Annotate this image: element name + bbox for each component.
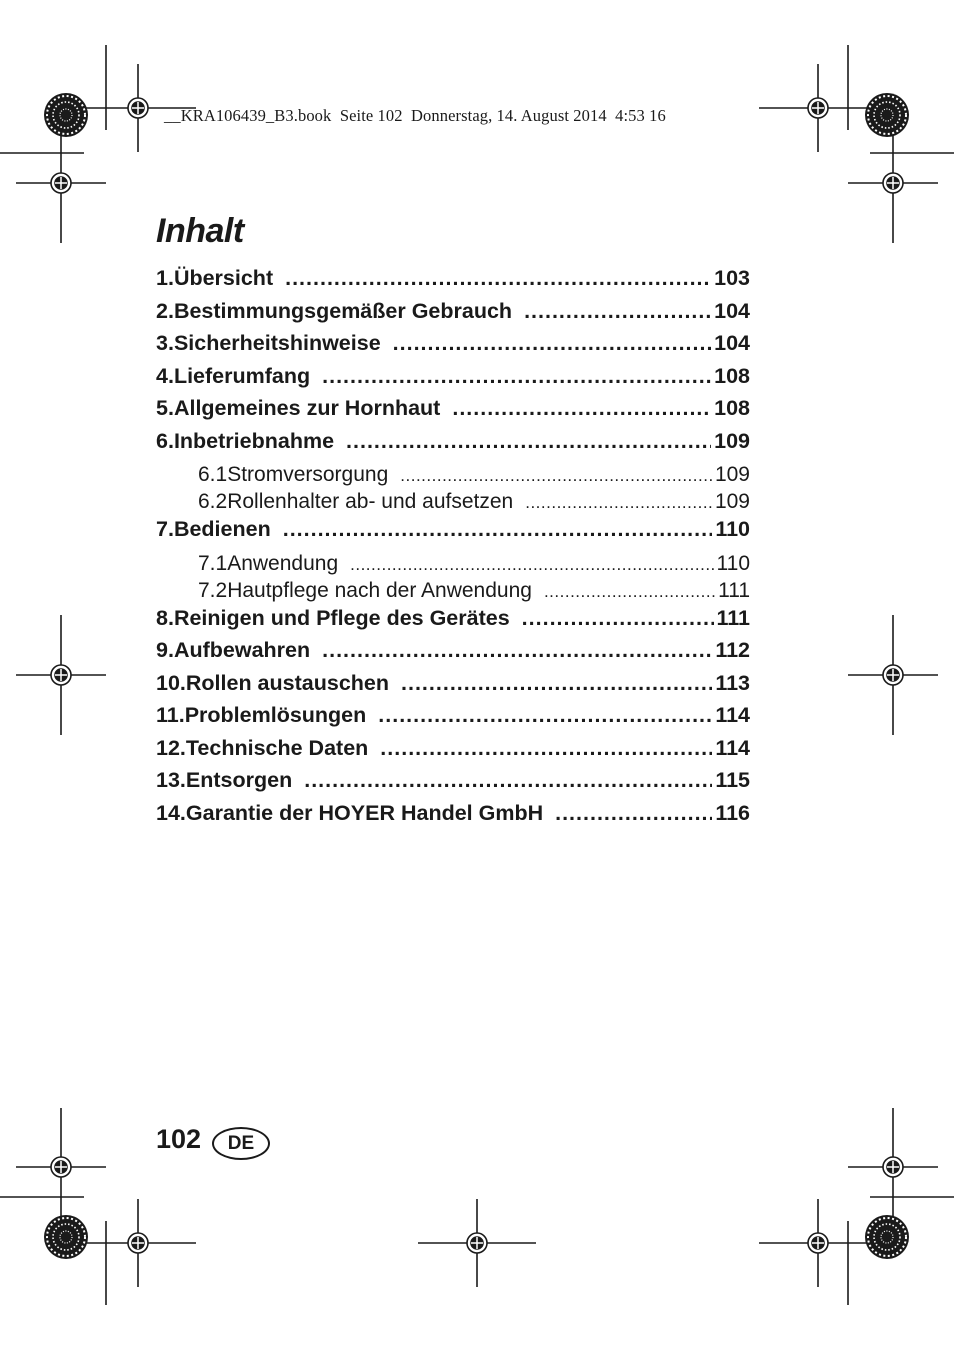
toc-title: Allgemeines zur Hornhaut [173, 396, 441, 420]
toc-title: Aufbewahren [173, 638, 311, 662]
toc-number: 5. [156, 396, 174, 420]
toc-number: 6.1 [198, 463, 228, 486]
toc-number: 1. [156, 266, 174, 290]
toc-number: 3. [156, 331, 174, 355]
toc-leader [401, 671, 712, 696]
toc-number: 4. [156, 363, 174, 388]
toc-title: Stromversorgung [227, 463, 389, 486]
toc-subentry[interactable] [156, 490, 750, 517]
toc-subentry[interactable] [156, 579, 750, 606]
toc-leader [346, 429, 711, 454]
toc-number: 9. [156, 638, 174, 662]
toc-entry[interactable] [156, 266, 750, 299]
toc-leader [378, 703, 712, 728]
toc-entry[interactable] [156, 299, 750, 332]
star-target-icon [865, 1215, 909, 1259]
registration-mark-icon [848, 1108, 938, 1227]
page-number: 102 [156, 1124, 202, 1154]
toc-leader [322, 638, 712, 663]
registration-mark-icon [848, 615, 938, 735]
toc-number: 2. [156, 298, 174, 323]
toc-page: 114 [715, 735, 750, 760]
toc-leader [350, 555, 713, 575]
toc-page: 104 [714, 331, 750, 355]
registration-mark-icon [82, 1199, 196, 1287]
toc-page: 109 [714, 428, 750, 453]
toc-subentry[interactable] [156, 552, 750, 579]
toc-page: 115 [715, 768, 750, 792]
toc-title: Rollenhalter ab- und aufsetzen [227, 490, 514, 513]
toc-entry[interactable] [156, 429, 750, 462]
toc-leader [522, 606, 714, 631]
registration-mark-icon [848, 124, 938, 243]
toc-title: Lieferumfang [173, 363, 311, 388]
toc-page: 109 [714, 463, 750, 486]
toc-page: 114 [715, 703, 750, 727]
toc-title: Bestimmungsgemäßer Gebrauch [173, 298, 513, 323]
toc-leader [452, 396, 711, 421]
toc-page: 111 [718, 578, 750, 602]
print-slug: __KRA106439_B3.book Seite 102 Donnerstag, 14. August 2014 4:53 16 [164, 106, 666, 125]
language-badge: DE [212, 1127, 270, 1160]
toc-number: 10. [156, 670, 186, 695]
toc-number: 7. [156, 517, 174, 541]
toc-leader [393, 331, 711, 356]
toc-leader [283, 517, 713, 542]
registration-mark-icon [16, 124, 106, 243]
toc-page: 112 [715, 638, 750, 662]
toc-title: Entsorgen [185, 768, 293, 792]
registration-mark-icon [759, 1199, 873, 1287]
toc-number: 7.1 [198, 551, 228, 575]
toc-page: 103 [714, 266, 750, 290]
toc-title: Reinigen und Pflege des Gerätes [173, 605, 510, 630]
toc-page: 111 [716, 605, 750, 630]
toc-entry[interactable] [156, 736, 750, 769]
toc-number: 6. [156, 428, 174, 453]
toc-entry[interactable] [156, 671, 750, 704]
toc-title: Problemlösungen [184, 703, 367, 727]
page-title: Inhalt [156, 212, 244, 250]
toc-entry[interactable] [156, 396, 750, 429]
toc-page: 110 [715, 517, 750, 541]
registration-mark-icon [16, 1108, 106, 1227]
toc-leader [524, 299, 711, 324]
toc-page: 104 [714, 298, 750, 323]
toc-leader [525, 493, 712, 513]
registration-mark-icon [418, 1199, 536, 1287]
toc-page: 113 [715, 670, 750, 695]
table-of-contents [156, 266, 750, 833]
toc-leader [380, 736, 712, 761]
toc-number: 7.2 [198, 578, 228, 602]
toc-entry[interactable] [156, 638, 750, 671]
toc-number: 6.2 [198, 490, 228, 513]
star-target-icon [865, 93, 909, 137]
toc-number: 12. [156, 735, 186, 760]
toc-entry[interactable] [156, 801, 750, 834]
toc-entry[interactable] [156, 517, 750, 550]
toc-entry[interactable] [156, 331, 750, 364]
toc-leader [285, 266, 711, 291]
toc-number: 8. [156, 605, 174, 630]
toc-entry[interactable] [156, 768, 750, 801]
toc-number: 11. [156, 703, 185, 727]
toc-title: Sicherheitshinweise [173, 331, 381, 355]
toc-title: Rollen austauschen [185, 670, 389, 695]
registration-mark-icon [16, 615, 106, 735]
toc-leader [400, 466, 712, 486]
toc-title: Inbetriebnahme [173, 428, 335, 453]
toc-number: 13. [156, 768, 186, 792]
toc-entry[interactable] [156, 606, 750, 639]
toc-number: 14. [156, 800, 186, 825]
toc-page: 110 [716, 551, 750, 575]
toc-page: 108 [714, 363, 750, 388]
toc-page: 109 [714, 490, 750, 513]
toc-title: Übersicht [173, 266, 274, 290]
toc-title: Hautpflege nach der Anwendung [227, 578, 532, 602]
toc-subentry[interactable] [156, 463, 750, 490]
toc-leader [322, 364, 711, 389]
star-target-icon [44, 1215, 88, 1259]
toc-page: 108 [714, 396, 750, 420]
star-target-icon [44, 93, 88, 137]
toc-entry[interactable] [156, 364, 750, 397]
toc-page: 116 [715, 800, 750, 825]
toc-leader [544, 582, 715, 602]
registration-mark-icon [759, 64, 873, 152]
toc-leader [304, 768, 712, 793]
toc-entry[interactable] [156, 703, 750, 736]
toc-title: Bedienen [173, 517, 271, 541]
toc-leader [555, 801, 712, 826]
toc-title: Garantie der HOYER Handel GmbH [185, 800, 544, 825]
toc-title: Anwendung [227, 551, 339, 575]
toc-title: Technische Daten [185, 735, 369, 760]
